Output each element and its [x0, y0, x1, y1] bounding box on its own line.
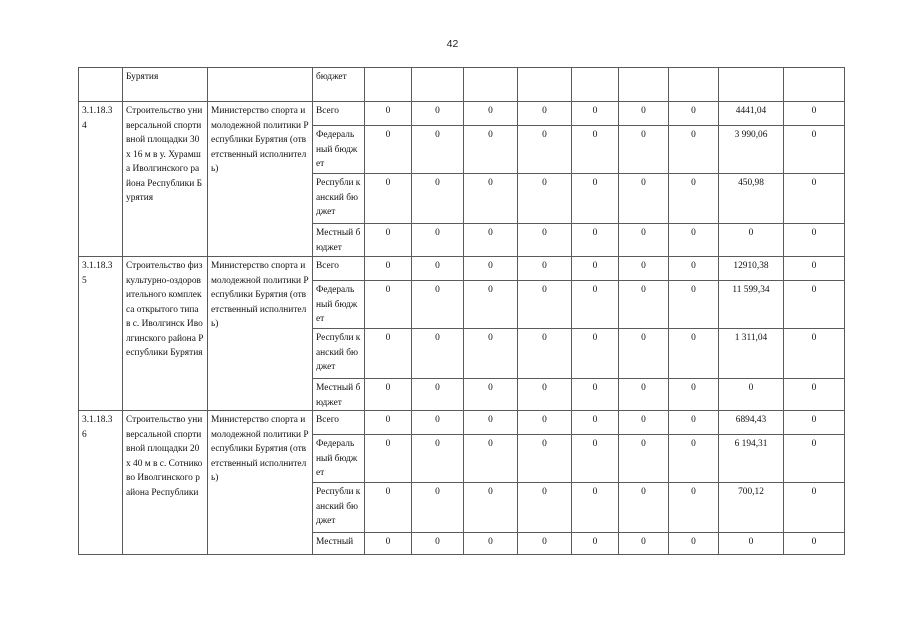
value-cell: 0: [412, 411, 464, 435]
value-cell: 0: [619, 102, 669, 126]
value-cell: 0: [464, 379, 518, 411]
value-cell: 0: [572, 257, 619, 281]
value-cell: 0: [669, 329, 719, 379]
funding-source-cell: Местный: [313, 533, 365, 555]
value-cell: 0: [619, 126, 669, 174]
value-cell: 0: [784, 379, 845, 411]
value-cell: 0: [412, 483, 464, 533]
value-cell: 4441,04: [719, 102, 784, 126]
value-cell: 0: [365, 257, 412, 281]
value-cell: 0: [412, 533, 464, 555]
value-cell: 3 990,06: [719, 126, 784, 174]
value-cell: 0: [412, 379, 464, 411]
code-cell: 3.1.18.3 4: [79, 102, 123, 257]
value-cell: 0: [464, 174, 518, 224]
value-cell: 0: [412, 102, 464, 126]
value-cell: 0: [619, 224, 669, 257]
value-cell: 0: [365, 174, 412, 224]
value-cell: 0: [719, 379, 784, 411]
value-cell: 0: [572, 483, 619, 533]
value-cell: 1 311,04: [719, 329, 784, 379]
executor-cell: Министерство спорта и молодежной политики Республики Бурятия (ответственный исполнитель): [208, 257, 313, 411]
value-cell: 12910,38: [719, 257, 784, 281]
value-cell: 700,12: [719, 483, 784, 533]
value-cell: 0: [412, 435, 464, 483]
value-cell: 0: [412, 174, 464, 224]
value-cell: 11 599,34: [719, 281, 784, 329]
value-cell: 0: [572, 411, 619, 435]
value-cell: 0: [619, 329, 669, 379]
value-cell: 0: [619, 257, 669, 281]
value-cell: 0: [412, 257, 464, 281]
value-cell: 0: [572, 174, 619, 224]
value-cell: [719, 68, 784, 102]
value-cell: 0: [572, 435, 619, 483]
value-cell: 0: [784, 257, 845, 281]
value-cell: 0: [784, 224, 845, 257]
value-cell: 0: [412, 224, 464, 257]
value-cell: 0: [669, 257, 719, 281]
value-cell: 0: [572, 329, 619, 379]
value-cell: 0: [572, 102, 619, 126]
value-cell: 0: [464, 533, 518, 555]
value-cell: 0: [365, 483, 412, 533]
page-number: 42: [446, 38, 459, 50]
value-cell: 0: [572, 379, 619, 411]
value-cell: 0: [784, 411, 845, 435]
value-cell: 0: [669, 533, 719, 555]
value-cell: 0: [518, 174, 572, 224]
value-cell: 0: [365, 281, 412, 329]
value-cell: 0: [572, 224, 619, 257]
funding-source-cell: Всего: [313, 411, 365, 435]
event-name-cell: Строительство универсальной спортивной площадки 30 х 16 м в у. Хурамша Иволгинского района Республики Бурятия: [123, 102, 208, 257]
value-cell: 0: [365, 329, 412, 379]
value-cell: 0: [669, 435, 719, 483]
funding-source-cell: Всего: [313, 257, 365, 281]
value-cell: [572, 68, 619, 102]
value-cell: 0: [619, 483, 669, 533]
value-cell: 0: [572, 533, 619, 555]
value-cell: 0: [619, 379, 669, 411]
funding-source-cell: Республи канский бюджет: [313, 483, 365, 533]
value-cell: 0: [572, 126, 619, 174]
funding-source-cell: Местный бюджет: [313, 379, 365, 411]
value-cell: 0: [365, 533, 412, 555]
value-cell: 0: [784, 174, 845, 224]
value-cell: 0: [669, 126, 719, 174]
funding-source-cell: Местный бюджет: [313, 224, 365, 257]
funding-source-cell: бюджет: [313, 68, 365, 102]
value-cell: 0: [518, 379, 572, 411]
funding-source-cell: Федераль ный бюджет: [313, 126, 365, 174]
funding-source-cell: Всего: [313, 102, 365, 126]
value-cell: 0: [719, 224, 784, 257]
value-cell: 0: [784, 102, 845, 126]
value-cell: 0: [784, 435, 845, 483]
value-cell: 0: [669, 174, 719, 224]
event-name-cell: Бурятия: [123, 68, 208, 102]
code-cell: [79, 68, 123, 102]
value-cell: 0: [464, 102, 518, 126]
value-cell: 0: [619, 435, 669, 483]
value-cell: 0: [619, 411, 669, 435]
executor-cell: Министерство спорта и молодежной политики Республики Бурятия (ответственный исполнитель): [208, 411, 313, 555]
value-cell: 0: [784, 126, 845, 174]
value-cell: 0: [518, 281, 572, 329]
value-cell: 0: [518, 102, 572, 126]
value-cell: 0: [619, 281, 669, 329]
value-cell: [464, 68, 518, 102]
value-cell: 0: [572, 281, 619, 329]
value-cell: 0: [669, 483, 719, 533]
value-cell: 0: [669, 102, 719, 126]
value-cell: 0: [719, 533, 784, 555]
value-cell: 6 194,31: [719, 435, 784, 483]
value-cell: 0: [464, 126, 518, 174]
value-cell: 0: [518, 483, 572, 533]
table-row: [79, 102, 845, 126]
value-cell: 0: [464, 483, 518, 533]
value-cell: 0: [365, 102, 412, 126]
funding-source-cell: Федераль ный бюджет: [313, 435, 365, 483]
value-cell: 0: [365, 126, 412, 174]
value-cell: [412, 68, 464, 102]
table-row: [79, 68, 845, 102]
value-cell: 0: [669, 379, 719, 411]
value-cell: 0: [619, 533, 669, 555]
value-cell: 0: [464, 224, 518, 257]
table-row: [79, 411, 845, 435]
value-cell: [365, 68, 412, 102]
value-cell: 450,98: [719, 174, 784, 224]
table-row: [79, 257, 845, 281]
value-cell: 0: [669, 411, 719, 435]
value-cell: 0: [365, 411, 412, 435]
value-cell: 0: [518, 126, 572, 174]
value-cell: 0: [784, 329, 845, 379]
value-cell: 0: [784, 483, 845, 533]
value-cell: 0: [669, 224, 719, 257]
funding-source-cell: Республи канский бюджет: [313, 329, 365, 379]
value-cell: 0: [518, 411, 572, 435]
value-cell: 6894,43: [719, 411, 784, 435]
value-cell: [619, 68, 669, 102]
value-cell: 0: [464, 257, 518, 281]
value-cell: 0: [365, 435, 412, 483]
event-name-cell: Строительство физкультурно-оздоровительного комплекса открытого типа в с. Иволгинск Иволгинского района Республики Бурятия: [123, 257, 208, 411]
value-cell: 0: [464, 329, 518, 379]
value-cell: 0: [464, 281, 518, 329]
funding-source-cell: Республи канский бюджет: [313, 174, 365, 224]
value-cell: 0: [464, 435, 518, 483]
value-cell: 0: [518, 257, 572, 281]
value-cell: 0: [412, 329, 464, 379]
value-cell: 0: [619, 174, 669, 224]
value-cell: [518, 68, 572, 102]
funding-source-cell: Федераль ный бюджет: [313, 281, 365, 329]
executor-cell: [208, 68, 313, 102]
code-cell: 3.1.18.3 5: [79, 257, 123, 411]
value-cell: 0: [518, 224, 572, 257]
value-cell: 0: [784, 533, 845, 555]
value-cell: 0: [518, 435, 572, 483]
value-cell: 0: [412, 281, 464, 329]
value-cell: 0: [784, 281, 845, 329]
value-cell: 0: [518, 329, 572, 379]
value-cell: 0: [365, 224, 412, 257]
budget-table: [78, 67, 845, 555]
value-cell: 0: [669, 281, 719, 329]
value-cell: [784, 68, 845, 102]
value-cell: 0: [412, 126, 464, 174]
value-cell: 0: [518, 533, 572, 555]
value-cell: 0: [365, 379, 412, 411]
event-name-cell: Строительство универсальной спортивной площадки 20 х 40 м в с. Сотниково Иволгинского района Республики: [123, 411, 208, 555]
executor-cell: Министерство спорта и молодежной политики Республики Бурятия (ответственный исполнитель): [208, 102, 313, 257]
code-cell: 3.1.18.3 6: [79, 411, 123, 555]
value-cell: 0: [464, 411, 518, 435]
value-cell: [669, 68, 719, 102]
